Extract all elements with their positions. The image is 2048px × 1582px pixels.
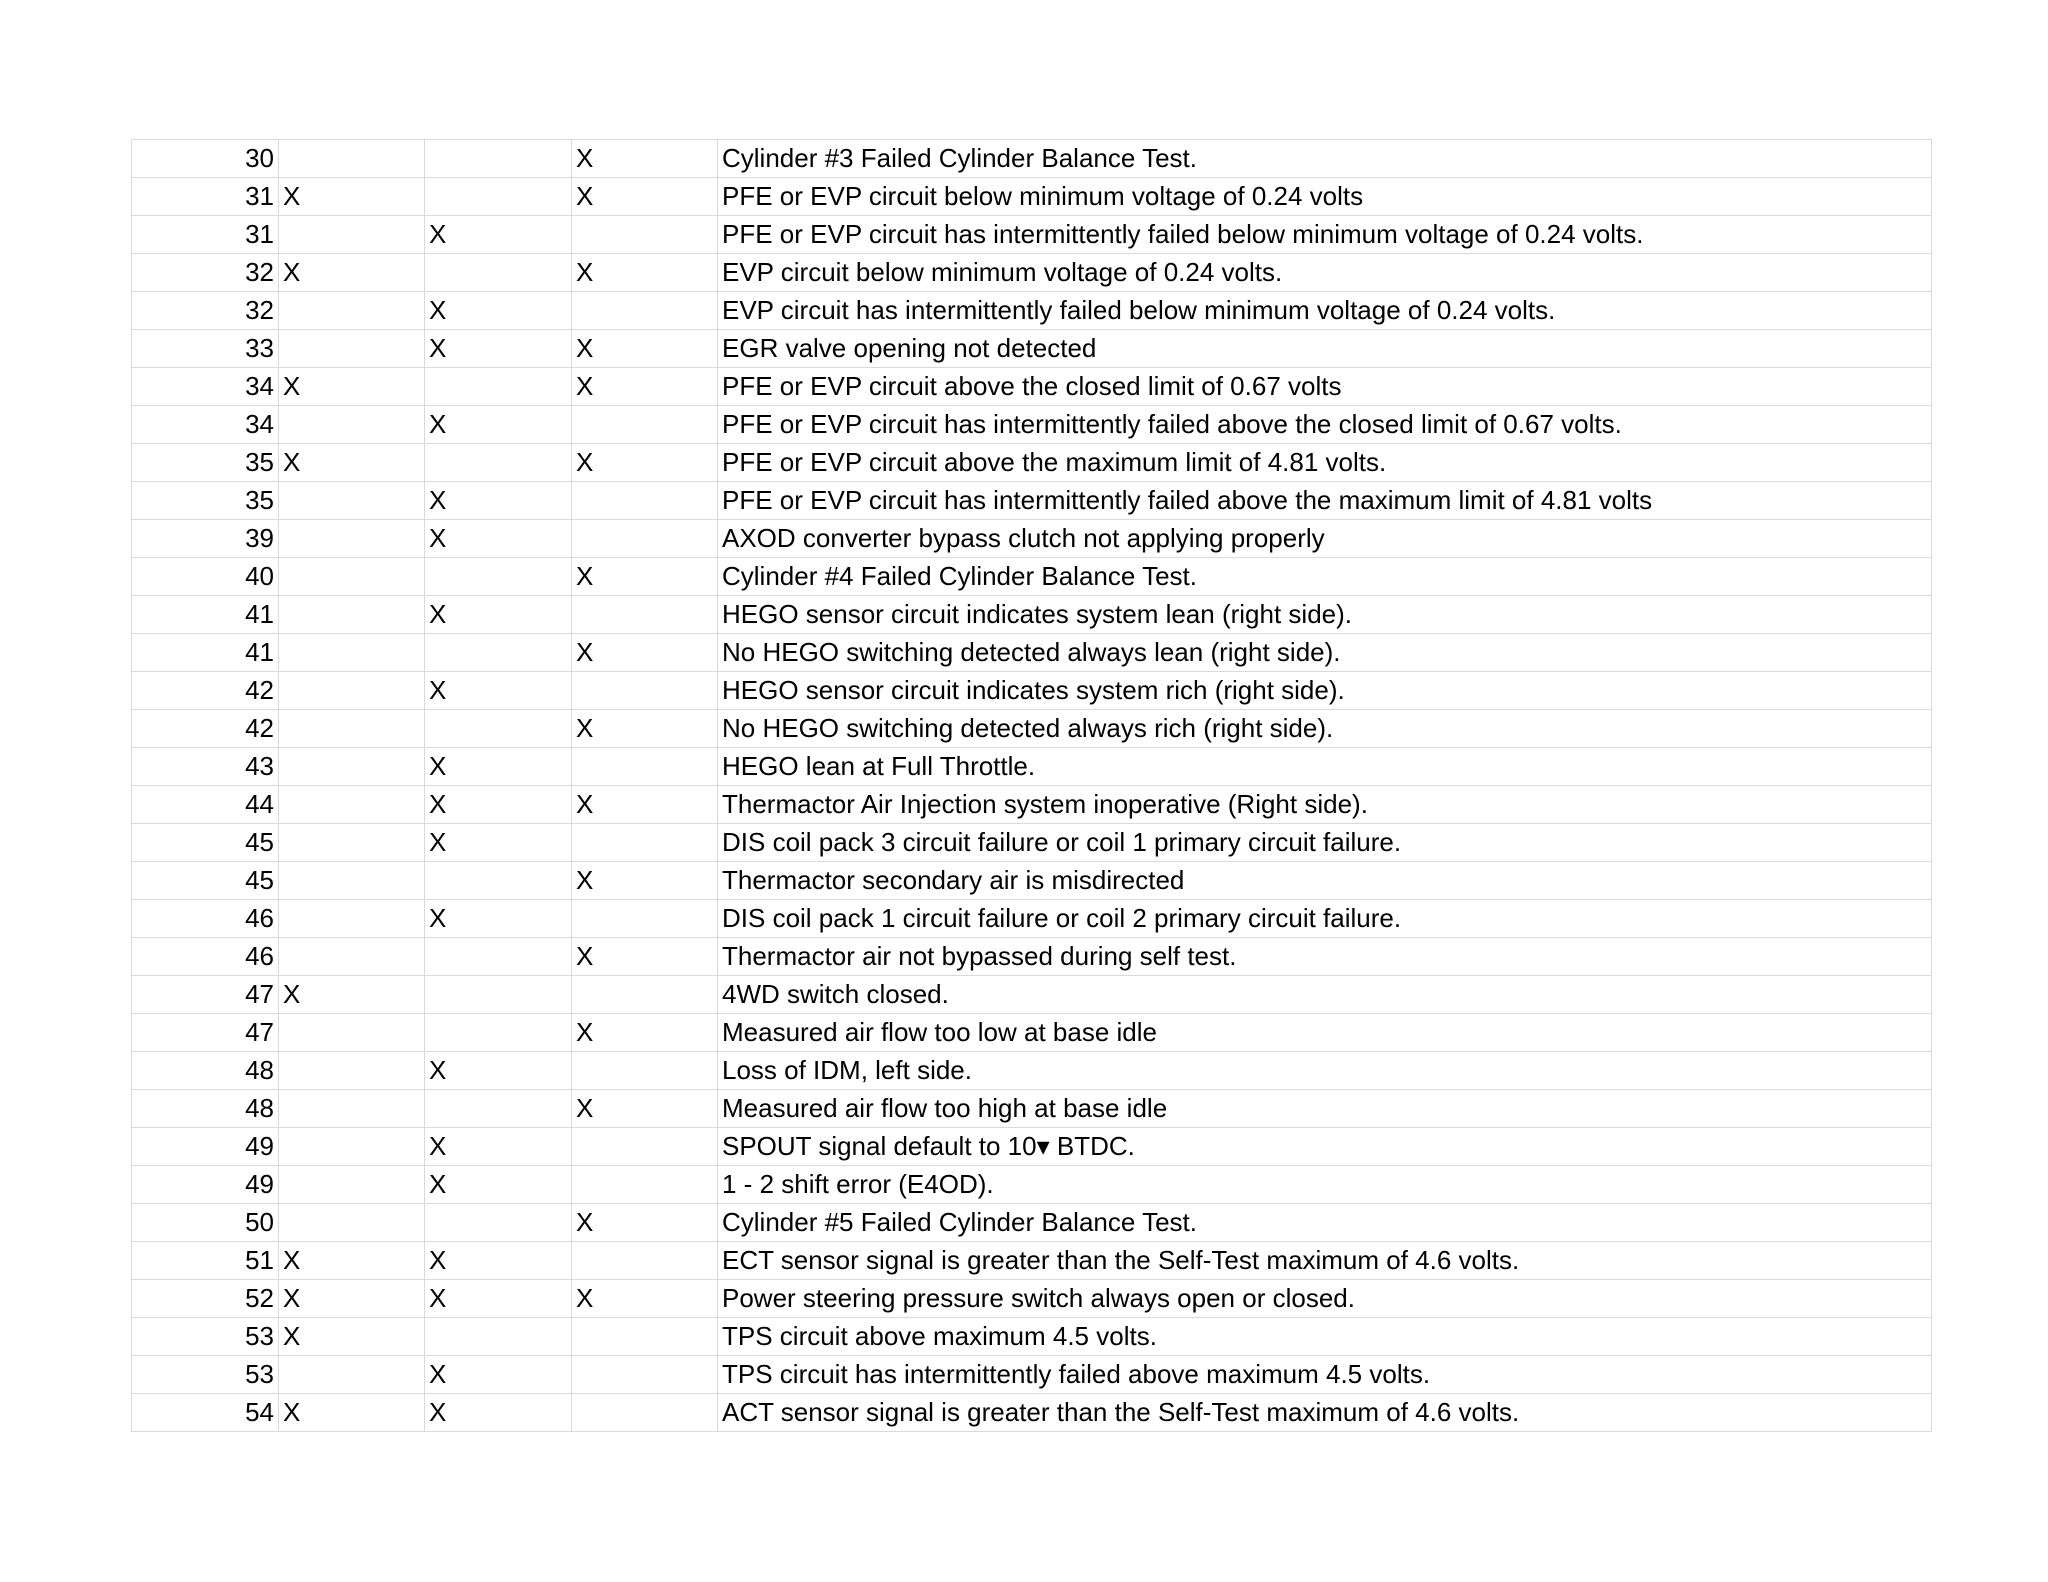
table-row (132, 520, 1932, 558)
description-cell: Measured air flow too low at base idle (718, 1014, 1932, 1052)
mark-cell-a (279, 596, 425, 634)
table-body (132, 140, 1932, 1432)
table-row (132, 482, 1932, 520)
mark-cell-b (425, 1318, 572, 1356)
mark-cell-b: X (425, 482, 572, 520)
description-cell: PFE or EVP circuit below minimum voltage of 0.24 volts (718, 178, 1932, 216)
mark-cell-a (279, 140, 425, 178)
mark-cell-c: X (572, 558, 718, 596)
code-cell: 30 (132, 140, 279, 178)
mark-cell-c (572, 596, 718, 634)
table-row (132, 178, 1932, 216)
code-cell: 53 (132, 1356, 279, 1394)
code-cell: 41 (132, 596, 279, 634)
description-cell: ECT sensor signal is greater than the Self-Test maximum of 4.6 volts. (718, 1242, 1932, 1280)
table-row (132, 824, 1932, 862)
description-cell: HEGO lean at Full Throttle. (718, 748, 1932, 786)
mark-cell-c: X (572, 710, 718, 748)
code-cell: 45 (132, 862, 279, 900)
code-cell: 42 (132, 710, 279, 748)
code-cell: 46 (132, 938, 279, 976)
description-cell: PFE or EVP circuit has intermittently failed above the maximum limit of 4.81 volts (718, 482, 1932, 520)
mark-cell-b (425, 938, 572, 976)
code-cell: 54 (132, 1394, 279, 1432)
mark-cell-c (572, 1356, 718, 1394)
table-row (132, 292, 1932, 330)
table-row (132, 1090, 1932, 1128)
table-row (132, 672, 1932, 710)
mark-cell-c: X (572, 140, 718, 178)
mark-cell-c: X (572, 1280, 718, 1318)
mark-cell-c: X (572, 786, 718, 824)
table-row (132, 1204, 1932, 1242)
code-cell: 41 (132, 634, 279, 672)
mark-cell-c: X (572, 634, 718, 672)
description-cell: HEGO sensor circuit indicates system rich (right side). (718, 672, 1932, 710)
description-cell: 4WD switch closed. (718, 976, 1932, 1014)
table-row (132, 406, 1932, 444)
mark-cell-a: X (279, 178, 425, 216)
description-cell: TPS circuit has intermittently failed above maximum 4.5 volts. (718, 1356, 1932, 1394)
mark-cell-b: X (425, 216, 572, 254)
table-row (132, 938, 1932, 976)
mark-cell-c (572, 216, 718, 254)
description-cell: Thermactor Air Injection system inoperative (Right side). (718, 786, 1932, 824)
table-row (132, 1166, 1932, 1204)
mark-cell-c (572, 292, 718, 330)
mark-cell-c (572, 482, 718, 520)
mark-cell-a: X (279, 1280, 425, 1318)
code-cell: 35 (132, 444, 279, 482)
code-cell: 32 (132, 254, 279, 292)
mark-cell-b (425, 862, 572, 900)
description-cell: PFE or EVP circuit has intermittently failed below minimum voltage of 0.24 volts. (718, 216, 1932, 254)
table-row (132, 1242, 1932, 1280)
mark-cell-c: X (572, 178, 718, 216)
mark-cell-a: X (279, 1394, 425, 1432)
code-cell: 42 (132, 672, 279, 710)
mark-cell-a (279, 710, 425, 748)
table-row (132, 1280, 1932, 1318)
table-row (132, 444, 1932, 482)
table-row (132, 1128, 1932, 1166)
table-row (132, 254, 1932, 292)
code-cell: 39 (132, 520, 279, 558)
table-row (132, 558, 1932, 596)
mark-cell-b (425, 710, 572, 748)
table-row (132, 710, 1932, 748)
table-row (132, 596, 1932, 634)
mark-cell-b: X (425, 406, 572, 444)
description-cell: PFE or EVP circuit above the closed limit of 0.67 volts (718, 368, 1932, 406)
description-cell: Thermactor air not bypassed during self test. (718, 938, 1932, 976)
table-row (132, 862, 1932, 900)
mark-cell-c (572, 1318, 718, 1356)
code-cell: 34 (132, 406, 279, 444)
code-cell: 52 (132, 1280, 279, 1318)
mark-cell-c (572, 824, 718, 862)
table-row (132, 216, 1932, 254)
code-cell: 31 (132, 178, 279, 216)
mark-cell-b: X (425, 1128, 572, 1166)
table-row (132, 1318, 1932, 1356)
description-cell: DIS coil pack 1 circuit failure or coil 2 primary circuit failure. (718, 900, 1932, 938)
mark-cell-a (279, 1166, 425, 1204)
mark-cell-b: X (425, 520, 572, 558)
table-row (132, 976, 1932, 1014)
mark-cell-b (425, 1014, 572, 1052)
mark-cell-c (572, 1128, 718, 1166)
description-cell: Power steering pressure switch always open or closed. (718, 1280, 1932, 1318)
mark-cell-a (279, 1356, 425, 1394)
description-cell: Cylinder #4 Failed Cylinder Balance Test. (718, 558, 1932, 596)
mark-cell-c (572, 520, 718, 558)
mark-cell-b (425, 1090, 572, 1128)
mark-cell-a (279, 786, 425, 824)
mark-cell-a (279, 558, 425, 596)
mark-cell-b (425, 254, 572, 292)
table-row (132, 634, 1932, 672)
description-cell: DIS coil pack 3 circuit failure or coil 1 primary circuit failure. (718, 824, 1932, 862)
mark-cell-a: X (279, 976, 425, 1014)
code-cell: 47 (132, 1014, 279, 1052)
code-cell: 34 (132, 368, 279, 406)
description-cell: PFE or EVP circuit has intermittently failed above the closed limit of 0.67 volts. (718, 406, 1932, 444)
mark-cell-a (279, 748, 425, 786)
table-row (132, 748, 1932, 786)
spreadsheet-page (131, 139, 1931, 1432)
mark-cell-a (279, 1128, 425, 1166)
mark-cell-b (425, 976, 572, 1014)
table-row (132, 1356, 1932, 1394)
mark-cell-c (572, 1166, 718, 1204)
mark-cell-a (279, 292, 425, 330)
mark-cell-a (279, 216, 425, 254)
code-cell: 51 (132, 1242, 279, 1280)
mark-cell-c: X (572, 444, 718, 482)
code-cell: 44 (132, 786, 279, 824)
mark-cell-b (425, 634, 572, 672)
mark-cell-c (572, 976, 718, 1014)
table-row (132, 1014, 1932, 1052)
mark-cell-a: X (279, 444, 425, 482)
description-cell: 1 - 2 shift error (E4OD). (718, 1166, 1932, 1204)
mark-cell-b (425, 368, 572, 406)
description-cell: EGR valve opening not detected (718, 330, 1932, 368)
code-cell: 45 (132, 824, 279, 862)
code-cell: 35 (132, 482, 279, 520)
code-cell: 47 (132, 976, 279, 1014)
mark-cell-a (279, 900, 425, 938)
description-cell: EVP circuit below minimum voltage of 0.24 volts. (718, 254, 1932, 292)
mark-cell-b (425, 1204, 572, 1242)
mark-cell-a: X (279, 1242, 425, 1280)
description-cell: ACT sensor signal is greater than the Self-Test maximum of 4.6 volts. (718, 1394, 1932, 1432)
mark-cell-c (572, 672, 718, 710)
code-cell: 33 (132, 330, 279, 368)
mark-cell-a (279, 938, 425, 976)
mark-cell-a (279, 406, 425, 444)
trouble-code-table (131, 139, 1932, 1432)
mark-cell-c (572, 1394, 718, 1432)
mark-cell-a (279, 330, 425, 368)
mark-cell-b: X (425, 748, 572, 786)
mark-cell-a (279, 1014, 425, 1052)
mark-cell-b: X (425, 1166, 572, 1204)
description-cell: Loss of IDM, left side. (718, 1052, 1932, 1090)
code-cell: 50 (132, 1204, 279, 1242)
mark-cell-a: X (279, 368, 425, 406)
code-cell: 49 (132, 1128, 279, 1166)
description-cell: No HEGO switching detected always rich (right side). (718, 710, 1932, 748)
mark-cell-a (279, 482, 425, 520)
description-cell: SPOUT signal default to 10▾ BTDC. (718, 1128, 1932, 1166)
mark-cell-c (572, 900, 718, 938)
mark-cell-c: X (572, 938, 718, 976)
mark-cell-b: X (425, 292, 572, 330)
mark-cell-c: X (572, 368, 718, 406)
mark-cell-c: X (572, 1014, 718, 1052)
mark-cell-a: X (279, 1318, 425, 1356)
mark-cell-a (279, 1052, 425, 1090)
mark-cell-a (279, 862, 425, 900)
mark-cell-b: X (425, 330, 572, 368)
mark-cell-a (279, 824, 425, 862)
mark-cell-c: X (572, 1204, 718, 1242)
mark-cell-c (572, 406, 718, 444)
mark-cell-b (425, 178, 572, 216)
mark-cell-a (279, 1090, 425, 1128)
mark-cell-b: X (425, 900, 572, 938)
code-cell: 48 (132, 1052, 279, 1090)
code-cell: 53 (132, 1318, 279, 1356)
mark-cell-b: X (425, 824, 572, 862)
table-row (132, 786, 1932, 824)
mark-cell-a (279, 520, 425, 558)
mark-cell-c: X (572, 330, 718, 368)
description-cell: HEGO sensor circuit indicates system lean (right side). (718, 596, 1932, 634)
code-cell: 31 (132, 216, 279, 254)
mark-cell-c (572, 1242, 718, 1280)
description-cell: TPS circuit above maximum 4.5 volts. (718, 1318, 1932, 1356)
mark-cell-b: X (425, 596, 572, 634)
description-cell: Measured air flow too high at base idle (718, 1090, 1932, 1128)
mark-cell-b: X (425, 1242, 572, 1280)
mark-cell-b: X (425, 1280, 572, 1318)
mark-cell-c: X (572, 254, 718, 292)
mark-cell-a (279, 672, 425, 710)
code-cell: 46 (132, 900, 279, 938)
description-cell: Cylinder #3 Failed Cylinder Balance Test. (718, 140, 1932, 178)
table-row (132, 368, 1932, 406)
code-cell: 43 (132, 748, 279, 786)
mark-cell-b: X (425, 1052, 572, 1090)
mark-cell-c (572, 1052, 718, 1090)
description-cell: AXOD converter bypass clutch not applying properly (718, 520, 1932, 558)
description-cell: EVP circuit has intermittently failed below minimum voltage of 0.24 volts. (718, 292, 1932, 330)
description-cell: PFE or EVP circuit above the maximum limit of 4.81 volts. (718, 444, 1932, 482)
mark-cell-a (279, 1204, 425, 1242)
mark-cell-c: X (572, 1090, 718, 1128)
mark-cell-b: X (425, 672, 572, 710)
description-cell: Cylinder #5 Failed Cylinder Balance Test. (718, 1204, 1932, 1242)
code-cell: 40 (132, 558, 279, 596)
table-row (132, 1394, 1932, 1432)
mark-cell-b (425, 140, 572, 178)
mark-cell-c (572, 748, 718, 786)
code-cell: 49 (132, 1166, 279, 1204)
mark-cell-b (425, 444, 572, 482)
table-row (132, 330, 1932, 368)
mark-cell-c: X (572, 862, 718, 900)
table-row (132, 1052, 1932, 1090)
code-cell: 32 (132, 292, 279, 330)
mark-cell-b: X (425, 786, 572, 824)
description-cell: No HEGO switching detected always lean (right side). (718, 634, 1932, 672)
description-cell: Thermactor secondary air is misdirected (718, 862, 1932, 900)
mark-cell-b: X (425, 1394, 572, 1432)
table-row (132, 900, 1932, 938)
code-cell: 48 (132, 1090, 279, 1128)
table-row (132, 140, 1932, 178)
mark-cell-a: X (279, 254, 425, 292)
mark-cell-b: X (425, 1356, 572, 1394)
mark-cell-b (425, 558, 572, 596)
mark-cell-a (279, 634, 425, 672)
